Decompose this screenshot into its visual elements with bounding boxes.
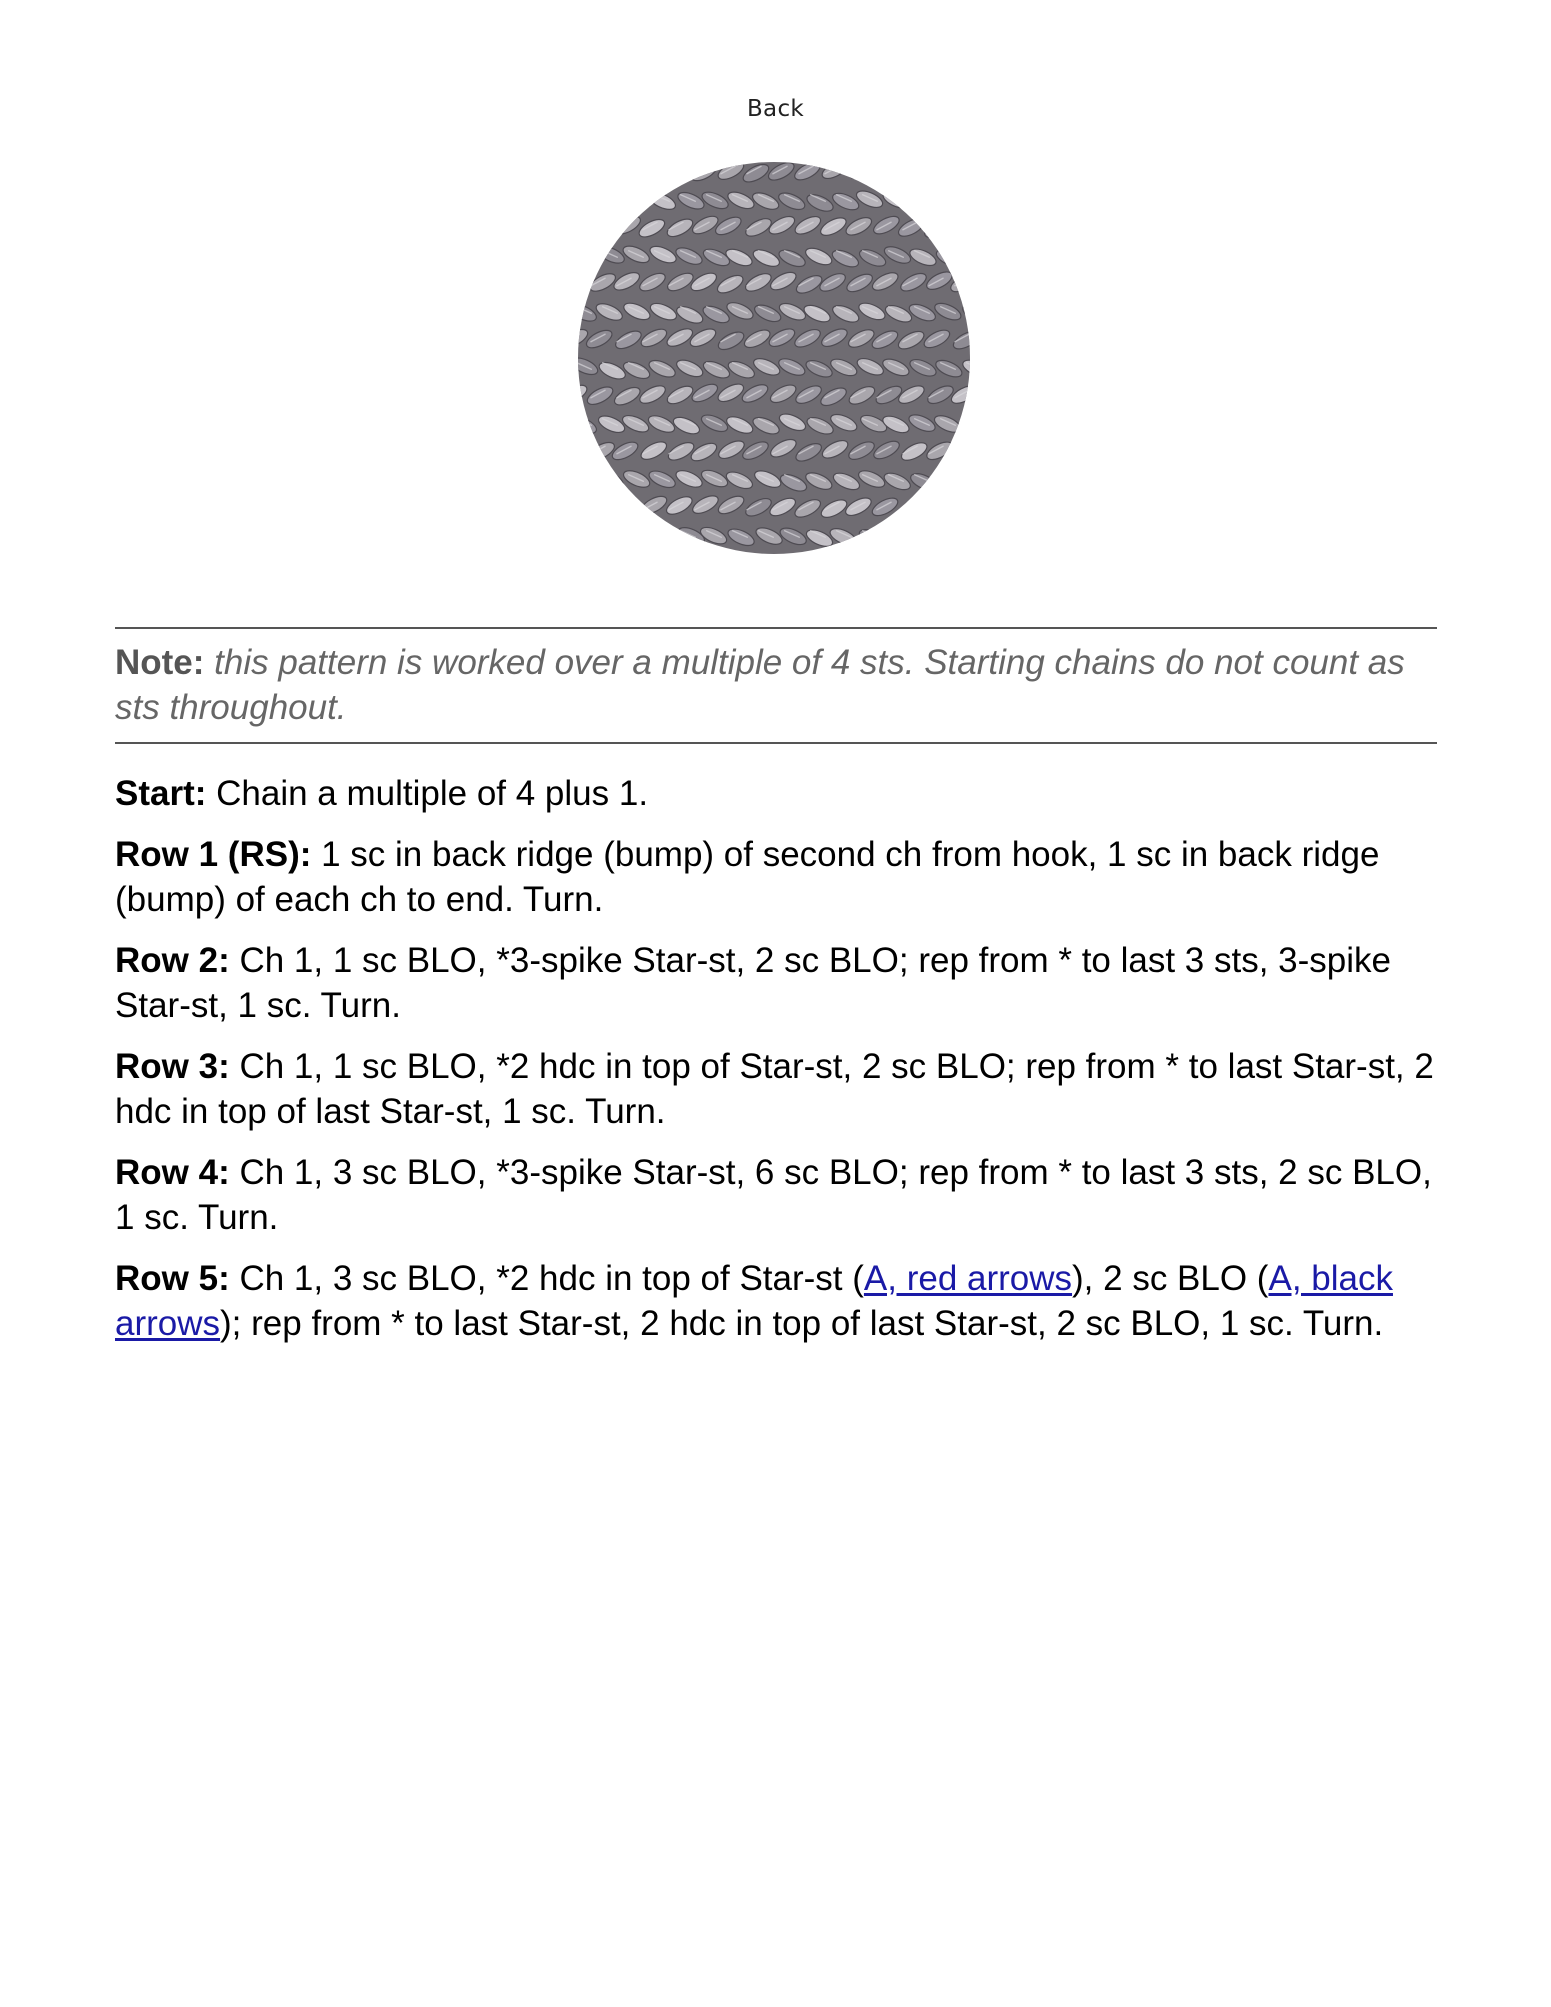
- figure-a-black-arrows-link[interactable]: A, black arrows: [115, 1259, 1393, 1343]
- figure-caption: Back: [746, 96, 805, 122]
- row-1-label: Row 1 (RS):: [115, 835, 312, 874]
- row-2-instruction: [115, 938, 1437, 1028]
- row-2-label: Row 2:: [115, 941, 230, 980]
- row-4-label: Row 4:: [115, 1153, 230, 1192]
- note-rule-bottom: [115, 742, 1437, 744]
- row-5-instruction: [115, 1256, 1437, 1346]
- crochet-swatch-image: [578, 162, 970, 554]
- row-1-text: 1 sc in back ridge (bump) of second ch from hook, 1 sc in back ridge (bump) of each ch to end. Turn.: [115, 835, 1380, 919]
- note-label: Note:: [115, 643, 205, 682]
- note-text: this pattern is worked over a multiple of 4 sts. Starting chains do not count as sts throughout.: [115, 643, 1405, 727]
- row-2-text: Ch 1, 1 sc BLO, *3-spike Star-st, 2 sc BLO; rep from * to last 3 sts, 3-spike Star-st, 1 sc. Turn.: [115, 941, 1391, 1025]
- pattern-instructions: [115, 771, 1437, 1362]
- note-block: [115, 640, 1437, 730]
- row-5-text-c: ); rep from * to last Star-st, 2 hdc in top of last Star-st, 2 sc BLO, 1 sc. Turn.: [220, 1304, 1384, 1343]
- row-5-text-b: ), 2 sc BLO (: [1072, 1259, 1269, 1298]
- start-label: Start:: [115, 774, 207, 813]
- start-text: Chain a multiple of 4 plus 1.: [206, 774, 649, 813]
- row-3-label: Row 3:: [115, 1047, 230, 1086]
- row-3-text: Ch 1, 1 sc BLO, *2 hdc in top of Star-st, 2 sc BLO; rep from * to last Star-st, 2 hdc in top of last Star-st, 1 sc. Turn.: [115, 1047, 1434, 1131]
- note-rule-top: [115, 627, 1437, 629]
- row-5-text-a: Ch 1, 3 sc BLO, *2 hdc in top of Star-st (: [229, 1259, 864, 1298]
- figure-a-red-arrows-link[interactable]: A, red arrows: [863, 1259, 1073, 1298]
- row-4-instruction: [115, 1150, 1437, 1240]
- row-3-instruction: [115, 1044, 1437, 1134]
- row-4-text: Ch 1, 3 sc BLO, *3-spike Star-st, 6 sc BLO; rep from * to last 3 sts, 2 sc BLO, 1 sc. Turn.: [115, 1153, 1432, 1237]
- start-instruction: [115, 771, 1437, 816]
- row-5-label: Row 5:: [115, 1259, 230, 1298]
- row-1-instruction: [115, 832, 1437, 922]
